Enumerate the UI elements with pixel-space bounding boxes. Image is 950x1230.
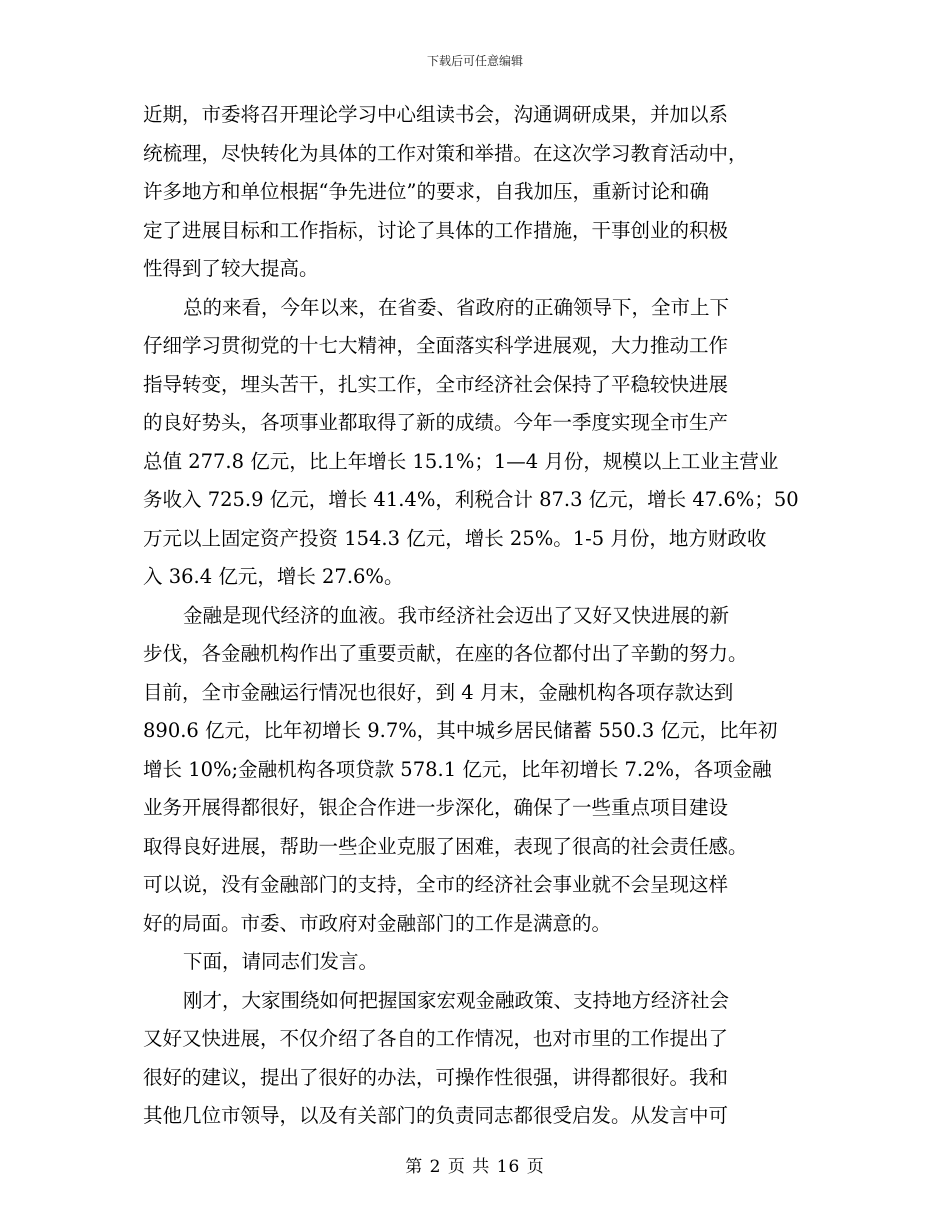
text-line: 可以说，没有金融部门的支持，全市的经济社会事业就不会呈现这样 <box>143 873 729 896</box>
text-line: 又好又快进展，不仅介绍了各自的工作情况，也对市里的工作提出了 <box>143 1027 729 1050</box>
text-line: 增长 10%;金融机构各项贷款 578.1 亿元，比年初增长 7.2%，各项金融 <box>143 757 772 781</box>
text-line: 其他几位市领导，以及有关部门的负责同志都很受启发。从发言中可 <box>143 1104 729 1127</box>
text-line: 金融是现代经济的血液。我市经济社会迈出了又好又快进展的新 <box>183 603 730 627</box>
text-line: 统梳理，尽快转化为具体的工作对策和举措。在这次学习教育活动中， <box>143 141 748 165</box>
text-line: 仔细学习贯彻党的十七大精神，全面落实科学进展观，大力推动工作 <box>143 334 729 357</box>
text-line: 定了进展目标和工作指标，讨论了具体的工作措施，干事创业的积极 <box>143 218 729 242</box>
text-line: 好的局面。市委、市政府对金融部门的工作是满意的。 <box>143 911 612 935</box>
text-line: 刚才，大家围绕如何把握国家宏观金融政策、支持地方经济社会 <box>183 988 730 1012</box>
text-line: 步伐，各金融机构作出了重要贡献，在座的各位都付出了辛勤的努力。 <box>143 642 748 665</box>
text-line: 下面，请同志们发言。 <box>183 950 379 973</box>
text-line: 业务开展得都很好，银企合作进一步深化，确保了一些重点项目建设 <box>143 796 729 819</box>
text-line: 总的来看，今年以来，在省委、省政府的正确领导下，全市上下 <box>183 295 730 319</box>
text-line: 入 36.4 亿元，增长 27.6%。 <box>143 565 404 588</box>
text-line: 总值 277.8 亿元，比上年增长 15.1%；1—4 月份，规模以上工业主营业 <box>143 449 779 473</box>
text-line: 指导转变，埋头苦干，扎实工作，全市经济社会保持了平稳较快进展 <box>143 372 729 396</box>
text-line: 目前，全市金融运行情况也很好，到 4 月末，金融机构各项存款达到 <box>143 680 734 704</box>
text-line: 890.6 亿元，比年初增长 9.7%，其中城乡居民储蓄 550.3 亿元，比年初 <box>143 719 778 742</box>
page-header: 下载后可任意编辑 <box>426 54 523 68</box>
document-body <box>143 96 811 1136</box>
text-line: 许多地方和单位根据“争先进位”的要求，自我加压，重新讨论和确 <box>143 180 709 203</box>
text-line: 万元以上固定资产投资 154.3 亿元，增长 25%。1-5 月份，地方财政收 <box>143 526 767 550</box>
text-line: 务收入 725.9 亿元，增长 41.4%，利税合计 87.3 亿元，增长 47.6%；50 <box>143 488 799 511</box>
text-line: 的良好势头，各项事业都取得了新的成绩。今年一季度实现全市生产 <box>143 411 729 434</box>
text-line: 取得良好进展，帮助一些企业克服了困难，表现了很高的社会责任感。 <box>143 834 748 858</box>
text-line: 很好的建议，提出了很好的办法，可操作性很强，讲得都很好。我和 <box>143 1065 729 1089</box>
text-line: 性得到了较大提高。 <box>143 257 319 280</box>
text-line: 近期，市委将召开理论学习中心组读书会，沟通调研成果，并加以系 <box>143 103 729 126</box>
page-number-footer: 第 2 页 共 16 页 <box>405 1157 545 1177</box>
